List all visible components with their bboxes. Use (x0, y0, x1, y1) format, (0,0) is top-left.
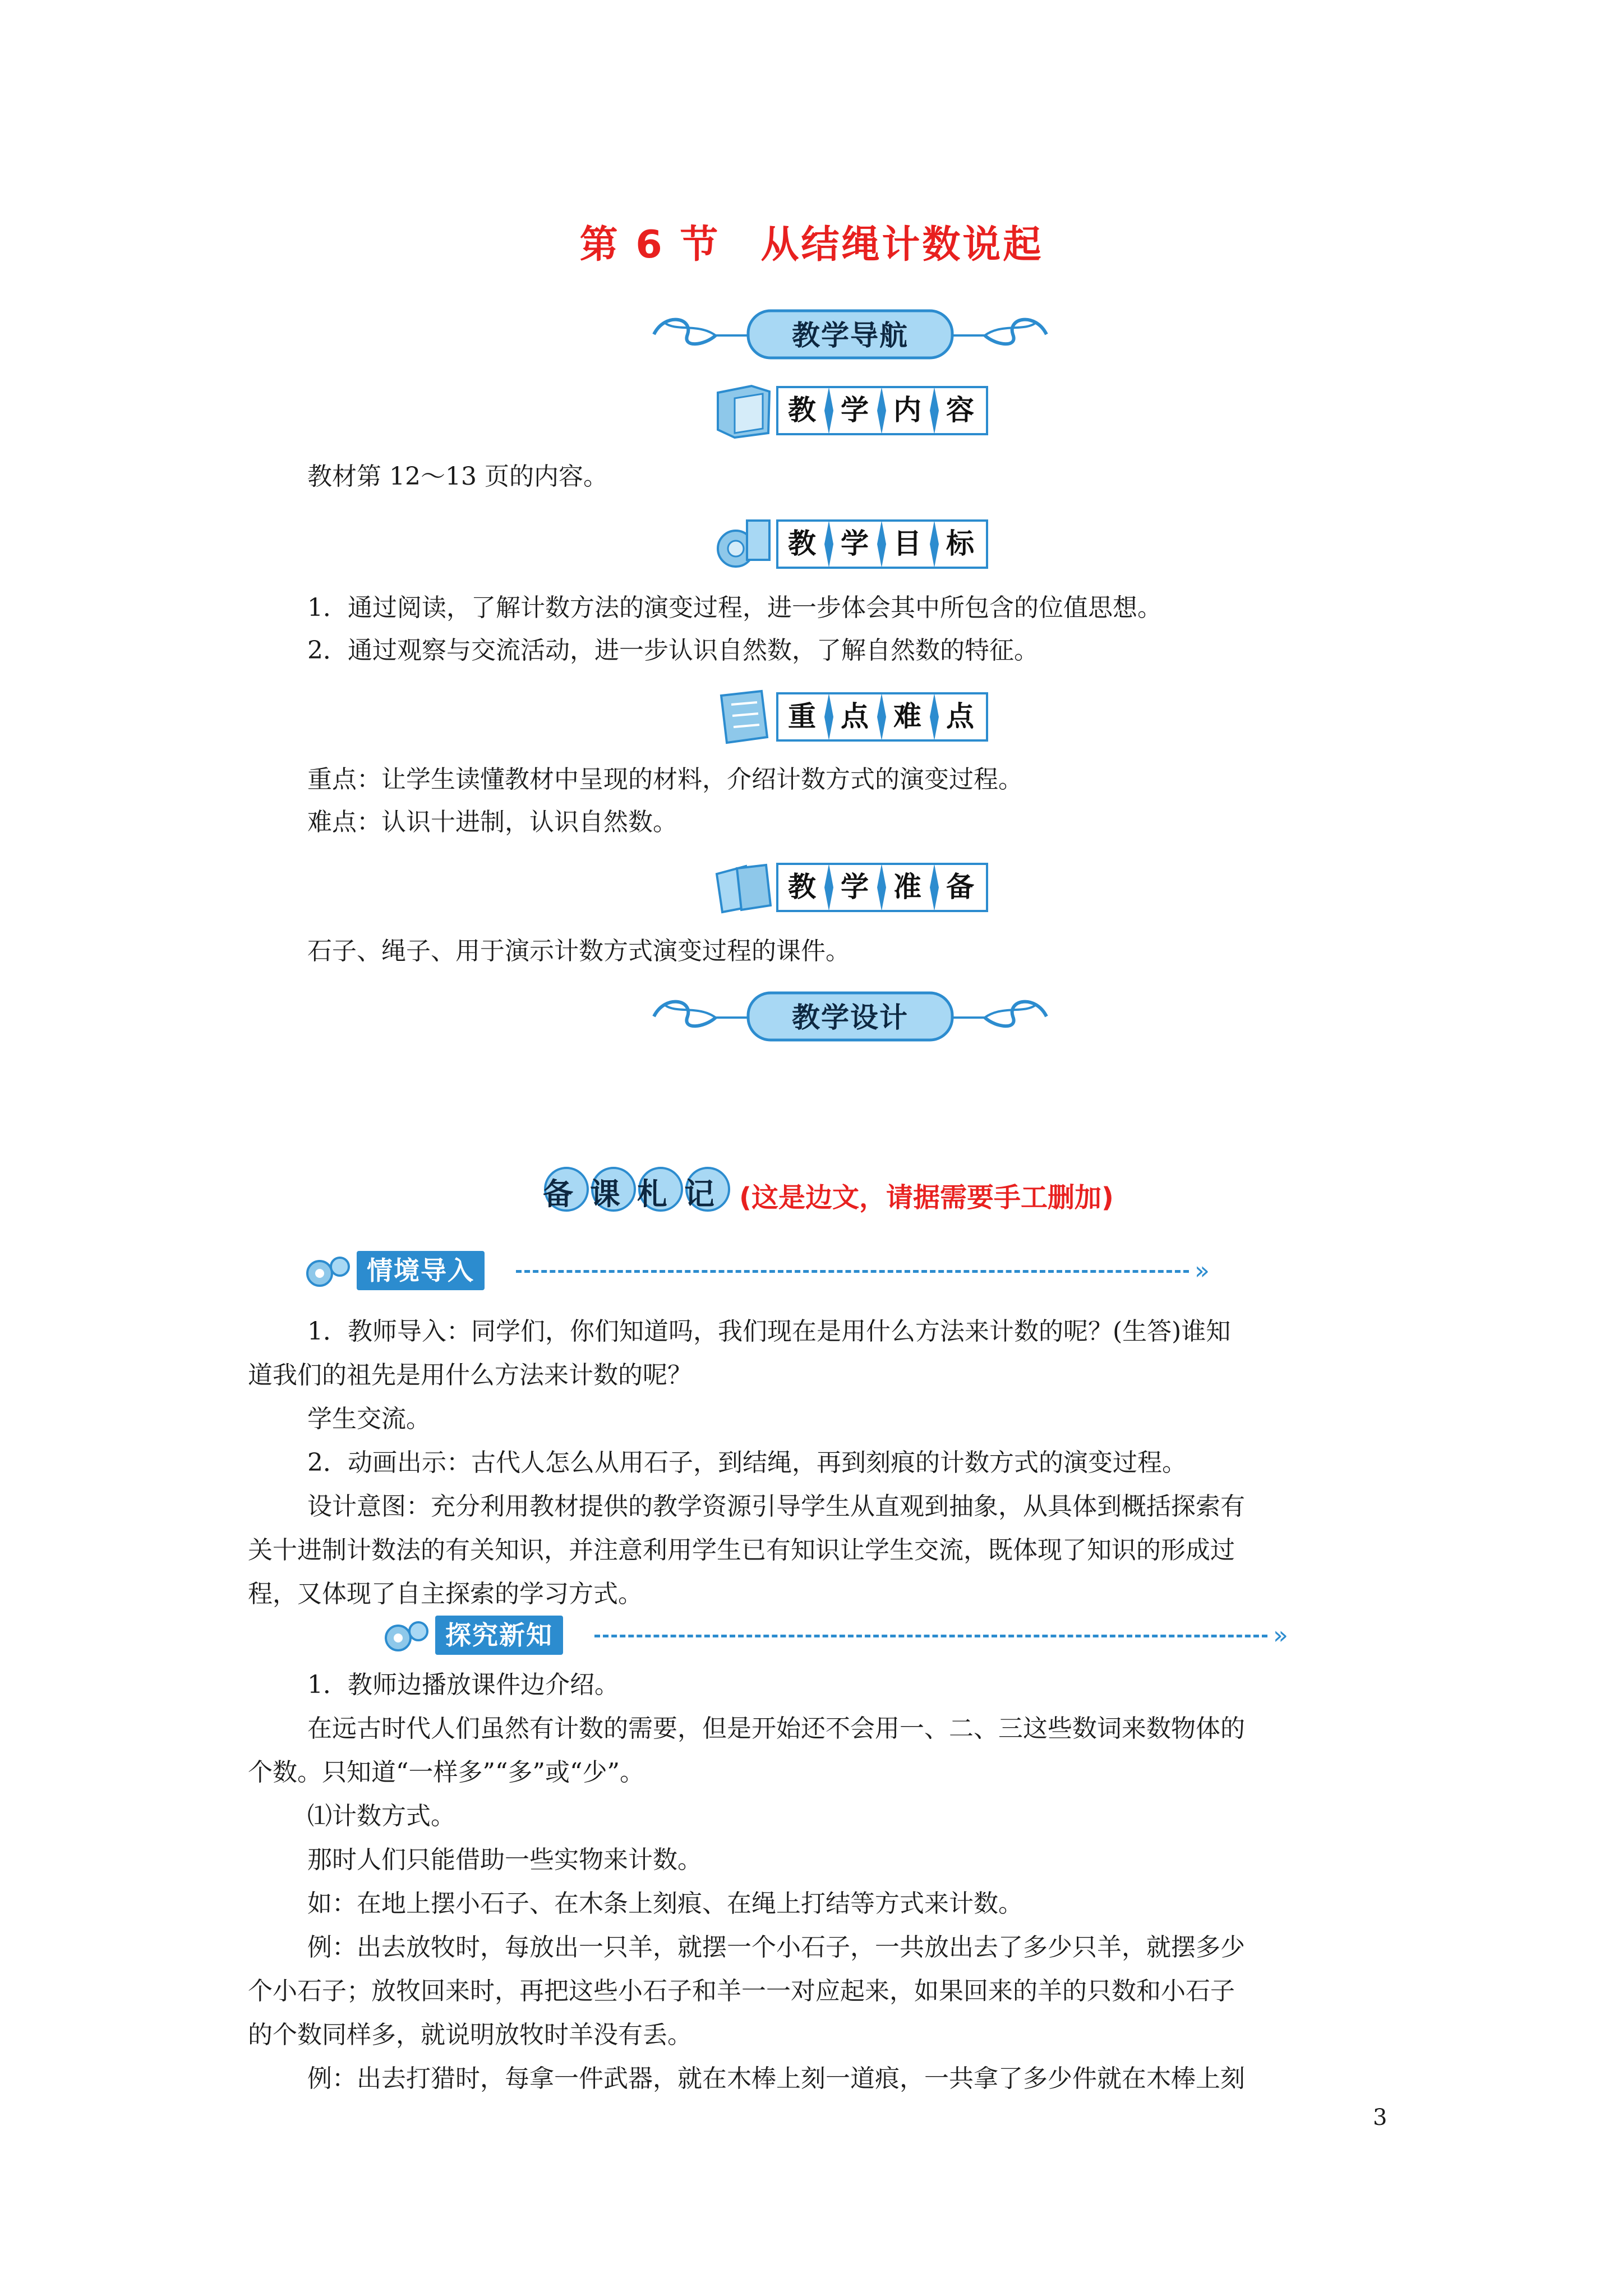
prep-text: 石子、绳子、用于演示计数方式演变过程的课件。 (307, 937, 850, 965)
explore-line: 1．教师边播放课件边介绍。 (307, 1671, 619, 1699)
lesson-notes-header (543, 1156, 1216, 1223)
notes-label: 备课札记 (543, 1176, 731, 1212)
explore-line: ⑴计数方式。 (307, 1802, 455, 1830)
section-char: 教 (788, 394, 816, 426)
double-chevron-icon: » (1195, 1257, 1210, 1285)
double-chevron-icon: » (1273, 1621, 1288, 1650)
intro-line: 2．动画出示：古代人怎么从用石子，到结绳，再到刻痕的计数方式的演变过程。 (307, 1448, 1187, 1477)
gears-icon (381, 1616, 433, 1656)
gears-icon (303, 1251, 354, 1291)
explore-line: 的个数同样多，就说明放牧时羊没有丢。 (248, 2021, 692, 2049)
note-icon (712, 688, 775, 746)
section-char: 学 (841, 871, 869, 903)
section-char: 内 (893, 394, 921, 426)
section-char: 教 (788, 527, 816, 560)
banner-label: 教学设计 (792, 1001, 909, 1034)
section-char: 标 (946, 527, 974, 560)
section-char: 备 (946, 871, 974, 903)
page-title: 第 6 节 从结绳计数说起 (579, 223, 1044, 267)
keypoint-line: 难点：认识十进制，认识自然数。 (307, 808, 677, 836)
section-char: 容 (946, 394, 974, 426)
section-char: 难 (893, 700, 921, 733)
goal-line: 2．通过观察与交流活动，进一步认识自然数，了解自然数的特征。 (307, 636, 1039, 665)
papers-icon (712, 858, 775, 917)
notes-margin-hint: (这是边文，请据需要手工删加) (739, 1182, 1114, 1213)
intro-line: 道我们的祖先是用什么方法来计数的呢？ (248, 1361, 692, 1389)
tab-label: 探究新知 (435, 1616, 563, 1655)
intro-line: 程，又体现了自主探索的学习方式。 (248, 1580, 643, 1608)
keypoint-line: 重点：让学生读懂教材中呈现的材料，介绍计数方式的演变过程。 (307, 765, 1023, 794)
intro-line: 学生交流。 (307, 1405, 431, 1433)
section-char: 点 (946, 700, 974, 733)
explore-line: 例：出去打猎时，每拿一件武器，就在木棒上刻一道痕，一共拿了多少件就在木棒上刻 (307, 2064, 1245, 2093)
banner-label: 教学导航 (792, 319, 909, 352)
section-char: 准 (893, 871, 921, 903)
teaching-design-banner (643, 983, 1058, 1045)
book-icon (712, 381, 775, 440)
section-char: 点 (841, 700, 869, 733)
explore-line: 例：出去放牧时，每放出一只羊，就摆一个小石子，一共放出去了多少只羊，就摆多少 (307, 1933, 1245, 1962)
teaching-navigation-banner (643, 301, 1058, 362)
explore-line: 个小石子；放牧回来时，再把这些小石子和羊一一对应起来，如果回来的羊的只数和小石子 (248, 1977, 1235, 2005)
tab-scenario-intro (303, 1249, 1234, 1294)
intro-line: 1．教师导入：同学们，你们知道吗，我们现在是用什么方法来计数的呢？(生答)谁知 (307, 1317, 1231, 1346)
section-char: 重 (788, 700, 816, 733)
tab-explore-new (381, 1613, 1312, 1658)
section-char: 学 (841, 394, 869, 426)
intro-line: 设计意图：充分利用教材提供的教学资源引导学生从直观到抽象，从具体到概括探索有 (307, 1492, 1245, 1521)
explore-line: 个数。只知道“一样多”“多”或“少”。 (248, 1758, 644, 1787)
target-icon (712, 515, 775, 573)
goal-line: 1．通过阅读，了解计数方法的演变过程，进一步体会其中所包含的位值思想。 (307, 593, 1162, 622)
content-text: 教材第 12～13 页的内容。 (307, 462, 608, 491)
explore-line: 如：在地上摆小石子、在木条上刻痕、在绳上打结等方式来计数。 (307, 1889, 1023, 1918)
intro-line: 关十进制计数法的有关知识，并注意利用学生已有知识让学生交流，既体现了知识的形成过 (248, 1536, 1235, 1565)
section-char: 学 (841, 527, 869, 560)
section-char: 教 (788, 871, 816, 903)
page-number: 3 (1373, 2105, 1387, 2131)
section-char: 目 (893, 527, 921, 560)
explore-line: 那时人们只能借助一些实物来计数。 (307, 1846, 702, 1874)
tab-label: 情境导入 (357, 1251, 485, 1290)
explore-line: 在远古时代人们虽然有计数的需要，但是开始还不会用一、二、三这些数词来数物体的 (307, 1714, 1245, 1743)
